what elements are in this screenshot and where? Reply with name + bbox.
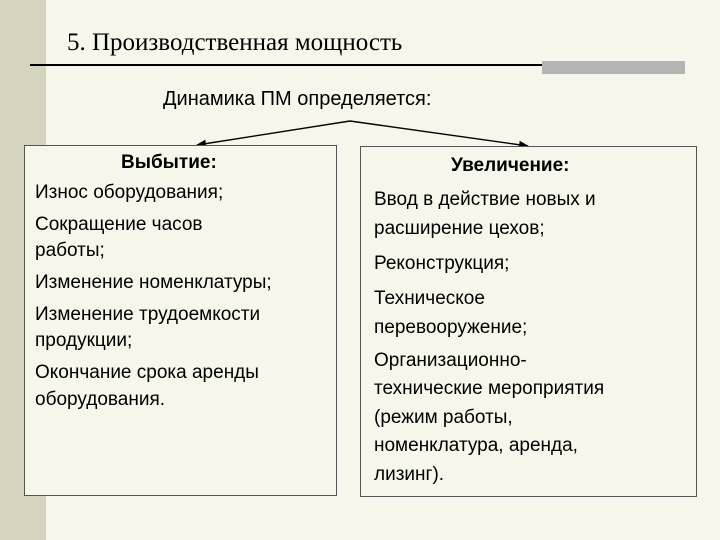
decrease-line: Изменение номенклатуры;	[35, 272, 272, 293]
increase-heading: Увеличение:	[451, 155, 570, 176]
increase-line: перевооружение;	[374, 317, 528, 338]
decrease-line: продукции;	[35, 330, 133, 351]
slide-title: 5. Производственная мощность	[67, 29, 403, 56]
decrease-box	[24, 145, 337, 496]
increase-line: расширение цехов;	[374, 218, 545, 239]
increase-line: Ввод в действие новых и	[374, 189, 596, 210]
increase-box	[360, 146, 697, 497]
decrease-line: Окончание срока аренды	[35, 362, 259, 383]
increase-line: (режим работы,	[374, 407, 513, 428]
increase-line: технические мероприятия	[374, 378, 605, 399]
increase-line: Техническое	[374, 288, 485, 309]
increase-line: номенклатура, аренда,	[374, 435, 578, 456]
increase-line: лизинг).	[374, 464, 445, 485]
increase-line: Реконструкция;	[374, 253, 510, 274]
decrease-line: оборудования.	[35, 389, 166, 410]
decrease-line: Изменение трудоемкости	[35, 304, 261, 325]
decrease-line: Сокращение часов	[35, 214, 203, 235]
slide-subtitle: Динамика ПМ определяется:	[163, 88, 432, 110]
increase-line: Организационно-	[374, 350, 527, 371]
arrow-to-left-box	[197, 121, 350, 145]
decrease-line: Износ оборудования;	[35, 182, 224, 203]
arrow-to-right-box	[350, 121, 528, 146]
decrease-line: работы;	[35, 240, 105, 261]
decrease-heading: Выбытие:	[121, 152, 217, 173]
